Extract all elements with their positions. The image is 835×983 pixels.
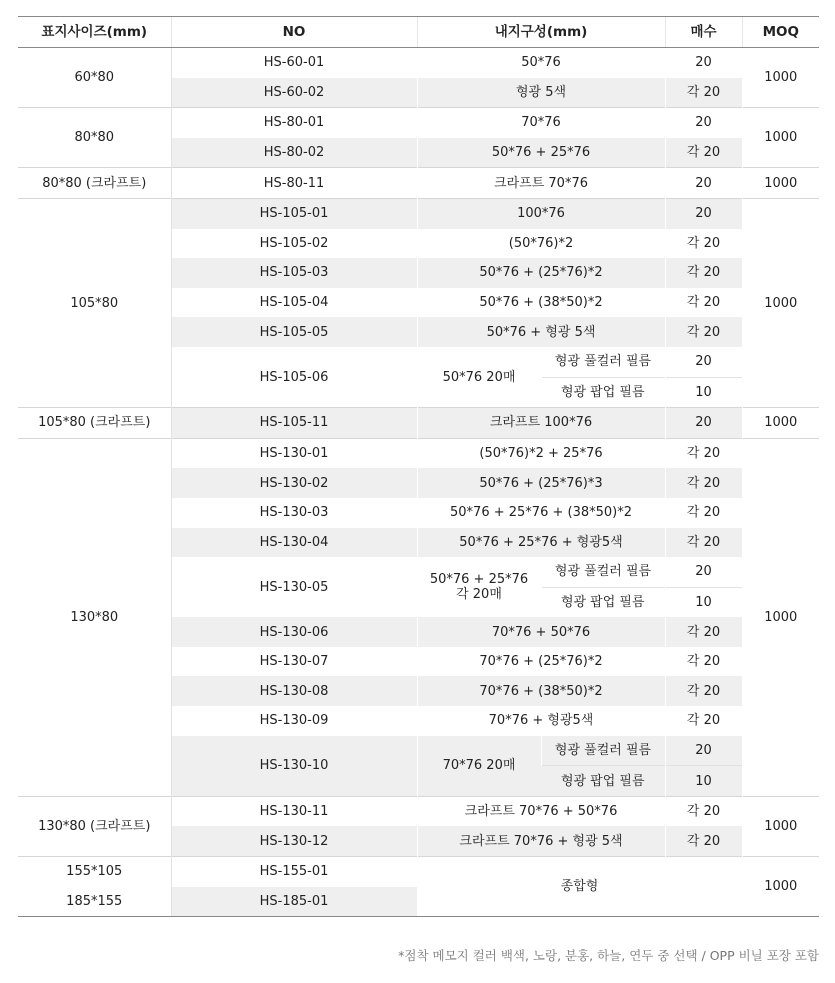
inner-config-cell: (50*76)*2	[417, 229, 665, 259]
cover-size-cell: 130*80	[18, 438, 171, 796]
product-no-cell: HS-80-11	[171, 168, 417, 199]
header-no: NO	[171, 17, 417, 48]
product-no-cell: HS-130-12	[171, 826, 417, 856]
inner-config-cell: 형광 5색	[417, 78, 665, 108]
film-option-cell: 형광 팝업 필름	[541, 587, 665, 617]
inner-config-cell: 50*76 + (38*50)*2	[417, 288, 665, 318]
sheet-count-cell: 각 20	[665, 826, 742, 856]
inner-config-cell: 50*76 + (25*76)*3	[417, 468, 665, 498]
inner-config-cell: 50*76 + (25*76)*2	[417, 258, 665, 288]
sheet-count-cell: 20	[665, 48, 742, 78]
sheet-count-cell: 각 20	[665, 138, 742, 168]
inner-config-cell: 70*76 + (25*76)*2	[417, 647, 665, 677]
table-row	[18, 408, 819, 439]
film-option-cell: 형광 풀컬러 필름	[541, 347, 665, 377]
product-no-cell: HS-185-01	[171, 887, 417, 917]
sheet-count-cell: 각 20	[665, 647, 742, 677]
cover-size-cell: 130*80 (크라프트)	[18, 796, 171, 856]
inner-config-cell: 70*76 + (38*50)*2	[417, 676, 665, 706]
film-option-cell: 형광 풀컬러 필름	[541, 557, 665, 587]
table-row	[18, 438, 819, 468]
product-no-cell: HS-60-01	[171, 48, 417, 78]
sheet-count-cell: 10	[665, 587, 742, 617]
inner-config-cell: (50*76)*2 + 25*76	[417, 438, 665, 468]
product-no-cell: HS-130-02	[171, 468, 417, 498]
inner-config-line: 각 20매	[456, 587, 502, 603]
product-no-cell: HS-105-02	[259, 235, 329, 251]
product-no-cell: HS-130-07	[259, 654, 329, 670]
inner-config-cell: 크라프트 70*76 + 형광 5색	[417, 826, 665, 856]
inner-config-cell: 종합형	[417, 857, 742, 917]
sheet-count-cell: 20	[665, 168, 742, 199]
product-no-cell: HS-105-05	[171, 317, 417, 347]
product-no-cell: HS-130-05	[259, 579, 329, 595]
sheet-count-cell: 20	[665, 408, 742, 439]
inner-config-cell: 50*76 + 형광 5색	[417, 317, 665, 347]
sheet-count-cell: 각 20	[665, 676, 742, 706]
moq-cell: 1000	[742, 108, 819, 168]
sheet-count-cell: 각 20	[665, 468, 742, 498]
product-no-cell: HS-105-11	[171, 408, 417, 439]
product-no-cell: HS-155-01	[171, 857, 417, 887]
product-no-cell: HS-105-03	[171, 258, 417, 288]
sheet-count-cell: 각 20	[665, 288, 742, 318]
product-no-cell: HS-80-02	[171, 138, 417, 168]
inner-config-cell: 크라프트 70*76	[417, 168, 665, 199]
header-inner: 내지구성(mm)	[417, 17, 665, 48]
sheet-count-cell: 각 20	[665, 498, 742, 528]
inner-config-cell: 70*76 + 50*76	[417, 617, 665, 647]
sheet-count-cell: 각 20	[665, 528, 742, 558]
product-no-cell: HS-60-02	[171, 78, 417, 108]
header-count: 매수	[665, 17, 742, 48]
moq-cell: 1000	[742, 168, 819, 199]
moq-cell: 1000	[742, 48, 819, 108]
spec-table	[18, 16, 819, 917]
film-option-cell: 형광 팝업 필름	[541, 766, 665, 797]
moq-cell: 1000	[742, 857, 819, 917]
sheet-count-cell: 20	[665, 108, 742, 138]
sheet-count-cell: 10	[665, 766, 742, 797]
inner-config-cell: 크라프트 100*76	[417, 408, 665, 439]
sheet-count-cell: 각 20	[665, 317, 742, 347]
sheet-count-cell: 10	[665, 377, 742, 408]
product-no-cell: HS-130-04	[171, 528, 417, 558]
product-no-cell: HS-80-01	[171, 108, 417, 138]
header-row	[18, 17, 819, 48]
table-row	[18, 168, 819, 199]
header-moq: MOQ	[742, 17, 819, 48]
table-row	[18, 198, 819, 228]
sheet-count-cell: 각 20	[665, 796, 742, 826]
inner-config-cell: 100*76	[417, 198, 665, 228]
sheet-count-cell: 20	[665, 347, 742, 377]
sheet-count-cell: 각 20	[665, 438, 742, 468]
moq-cell: 1000	[742, 198, 819, 407]
inner-config-cell: 50*76 20매	[417, 347, 541, 408]
inner-config-cell: 50*76 + 25*76	[417, 138, 665, 168]
table-row	[18, 857, 819, 887]
film-option-cell: 형광 풀컬러 필름	[541, 736, 665, 766]
footnote: *점착 메모지 컬러 백색, 노랑, 분홍, 하늘, 연두 중 선택 / OPP 비닐 포장 포함	[398, 948, 819, 963]
sheet-count-cell: 각 20	[665, 258, 742, 288]
product-no-cell: HS-130-11	[171, 796, 417, 826]
product-no-cell: HS-105-01	[171, 198, 417, 228]
cover-size-cell: 105*80 (크라프트)	[18, 408, 171, 439]
product-no-cell: HS-130-01	[171, 438, 417, 468]
inner-config-cell: 크라프트 70*76 + 50*76	[417, 796, 665, 826]
cover-size-cell: 185*155	[18, 887, 171, 917]
cover-size-cell: 155*105	[18, 857, 171, 887]
cover-size-cell: 80*80 (크라프트)	[18, 168, 171, 199]
sheet-count-cell: 각 20	[665, 229, 742, 259]
table-row	[18, 796, 819, 826]
moq-cell: 1000	[742, 408, 819, 439]
inner-config-cell: 50*76	[417, 48, 665, 78]
sheet-count-cell: 각 20	[665, 617, 742, 647]
sheet-count-cell: 20	[665, 198, 742, 228]
sheet-count-cell: 각 20	[665, 706, 742, 736]
table-row	[18, 108, 819, 138]
cover-size-cell: 80*80	[18, 108, 171, 168]
product-no-cell: HS-105-04	[259, 295, 329, 311]
sheet-count-cell: 각 20	[665, 78, 742, 108]
inner-config-cell: 50*76 + 25*76 + (38*50)*2	[417, 498, 665, 528]
inner-config-cell: 70*76 + 형광5색	[417, 706, 665, 736]
product-no-cell: HS-130-03	[259, 505, 329, 521]
product-no-cell: HS-130-08	[171, 676, 417, 706]
product-no-cell: HS-130-06	[171, 617, 417, 647]
sheet-count-cell: 20	[665, 557, 742, 587]
inner-config-cell: 70*76	[417, 108, 665, 138]
moq-cell: 1000	[742, 438, 819, 796]
film-option-cell: 형광 팝업 필름	[541, 377, 665, 408]
inner-config-cell	[417, 557, 541, 617]
product-no-cell: HS-130-09	[259, 713, 329, 729]
inner-config-cell: 50*76 + 25*76 + 형광5색	[417, 528, 665, 558]
table-row	[18, 48, 819, 78]
inner-config-cell: 70*76 20매	[417, 736, 541, 797]
cover-size-cell: 60*80	[18, 48, 171, 108]
product-no-cell: HS-130-10	[171, 736, 417, 797]
moq-cell: 1000	[742, 796, 819, 856]
product-no-cell: HS-105-06	[259, 369, 329, 385]
sheet-count-cell: 20	[665, 736, 742, 766]
cover-size-cell: 105*80	[18, 198, 171, 407]
header-size: 표지사이즈(mm)	[18, 17, 171, 48]
inner-config-line: 50*76 + 25*76	[429, 572, 529, 588]
